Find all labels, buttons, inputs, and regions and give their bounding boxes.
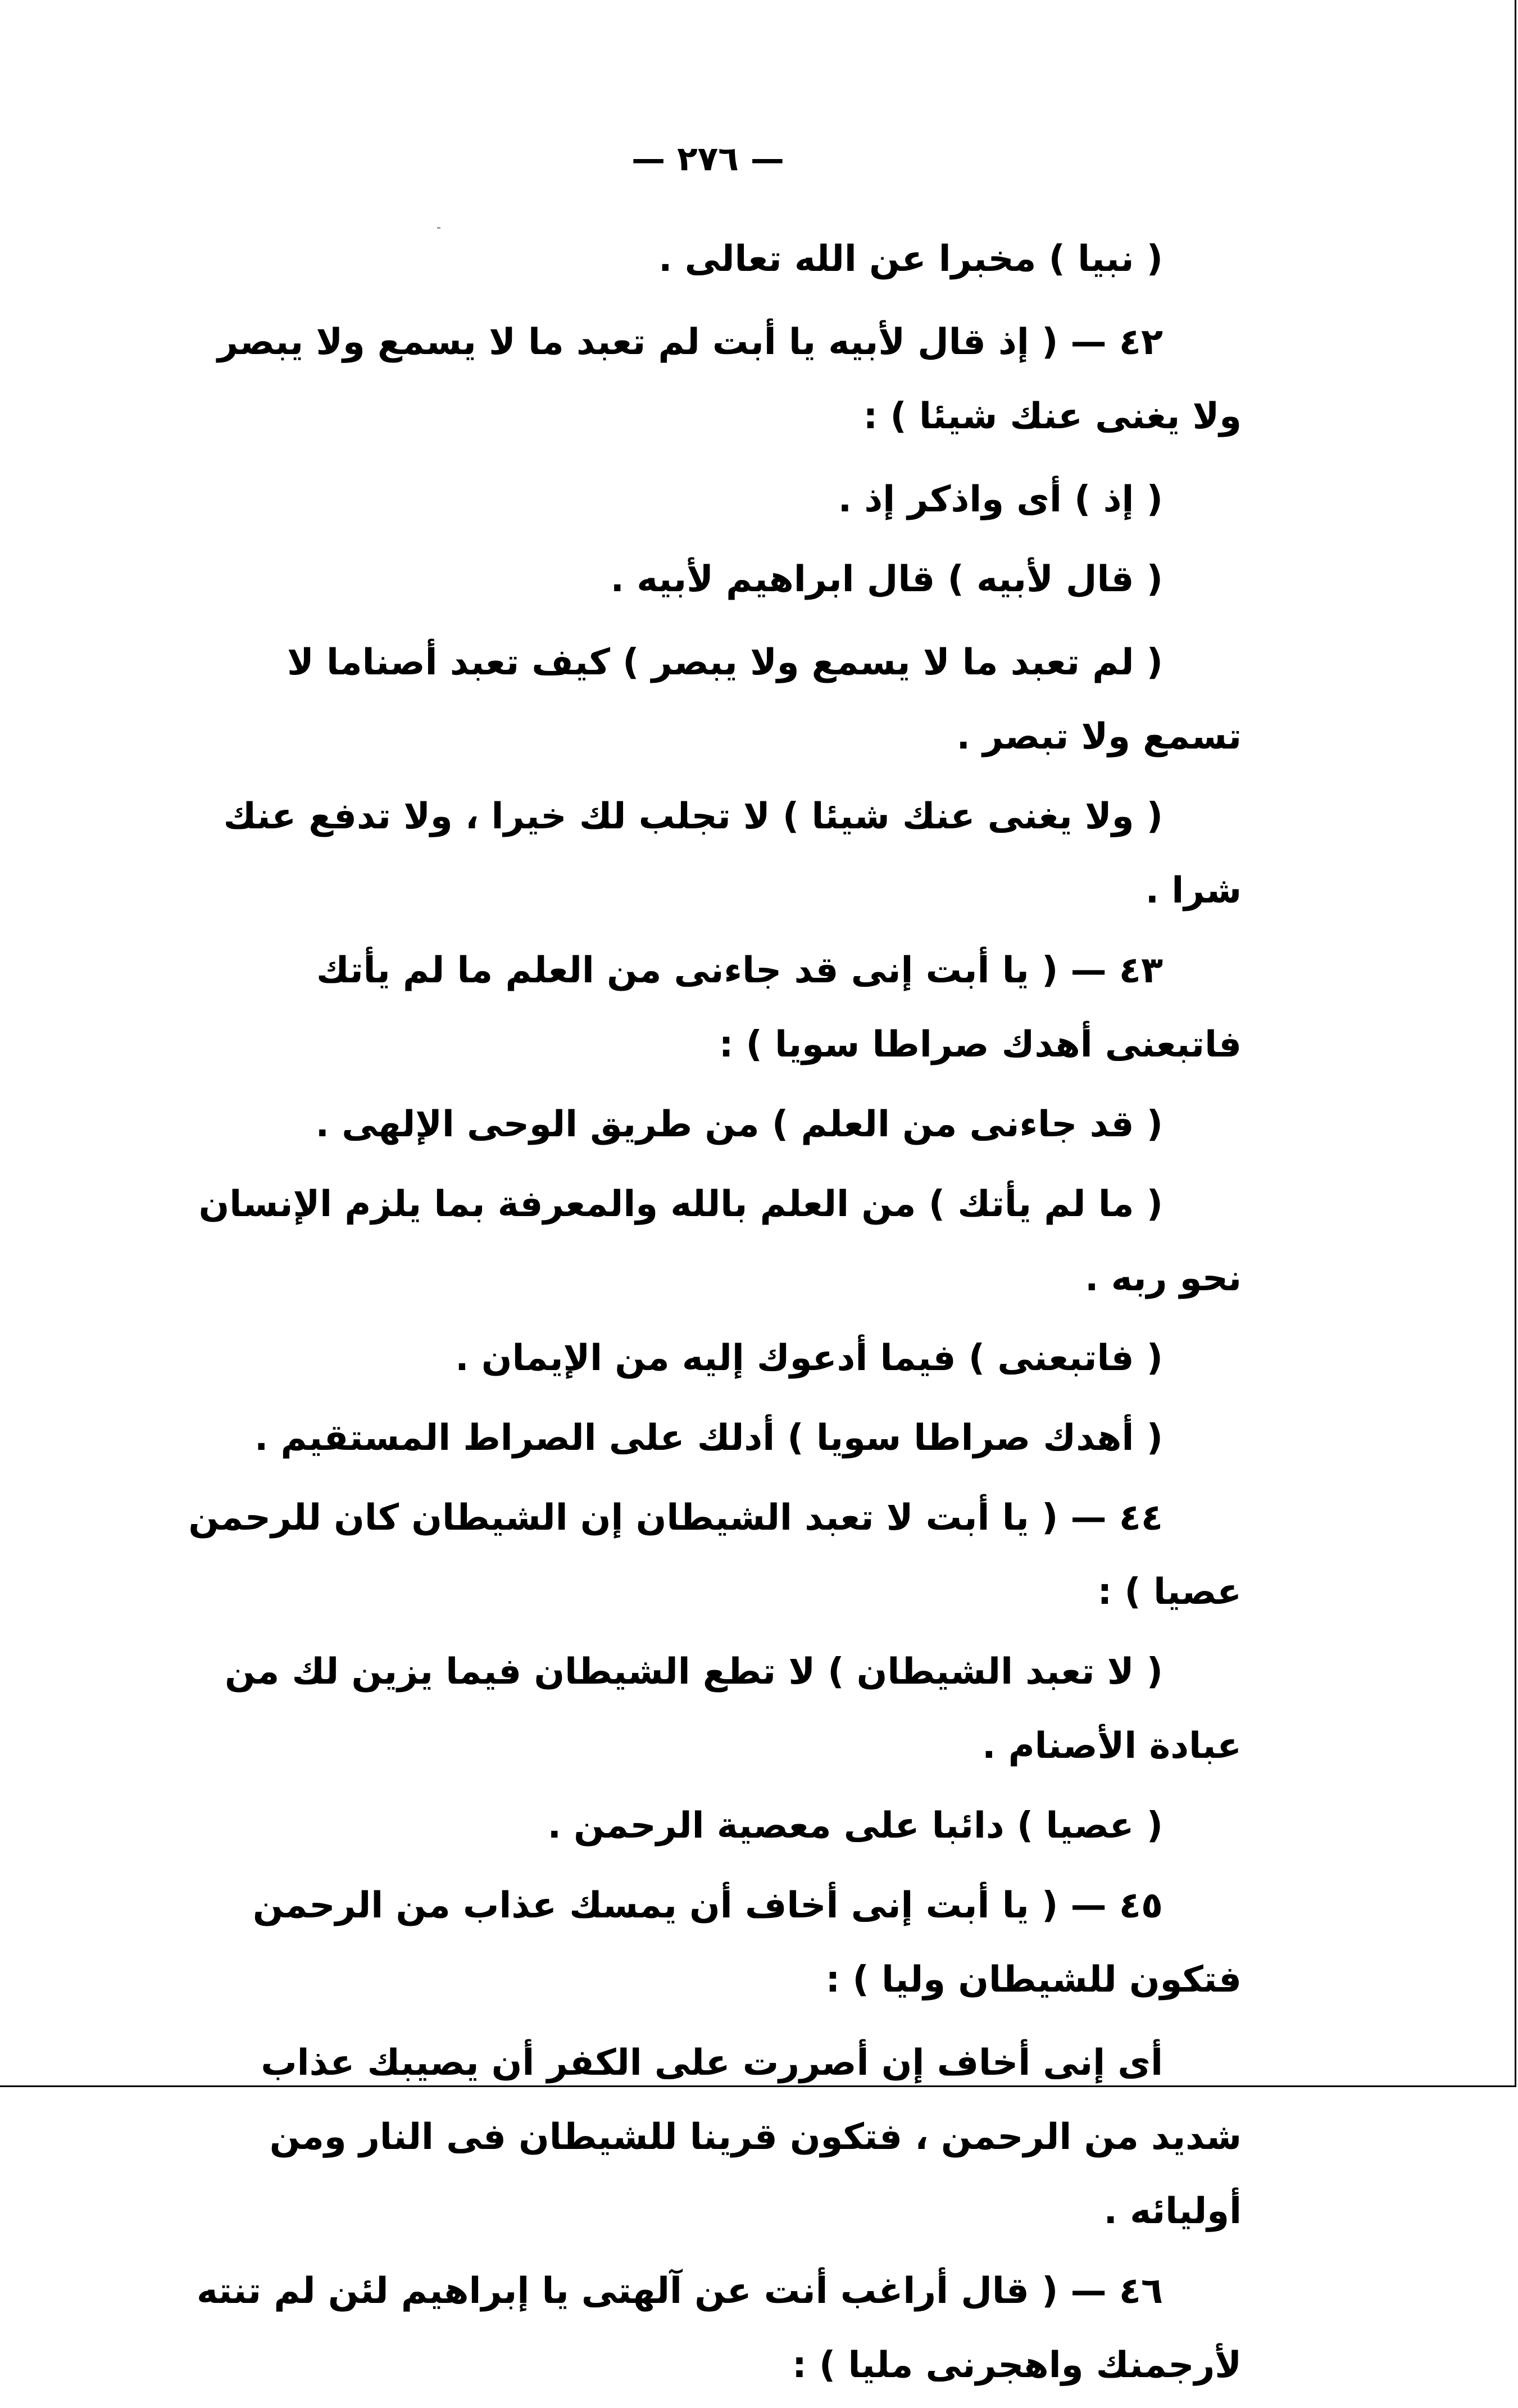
text-body: [179, 222, 1242, 2408]
paragraph: ( لم تعبد ما لا يسمع ولا يبصر ) كيف تعبد أصناما لا تسمع ولا تبصر .: [287, 642, 1242, 758]
verse-heading: ٤٥ — ( يا أبت إنى أخاف أن يمسك عذاب من الرحمن فتكون للشيطان وليا ) :: [252, 1885, 1242, 2001]
paragraph: ( قال لأبيه ) قال ابراهيم لأبيه .: [610, 559, 1163, 600]
paragraph: ( نبيا ) مخبرا عن الله تعالى .: [658, 238, 1163, 280]
verse-heading: ٤٣ — ( يا أبت إنى قد جاءنى من العلم ما لم يأتك فاتبعنى أهدك صراطا سويا ) :: [316, 950, 1242, 1065]
paragraph: ( أهدك صراطا سويا ) أدلك على الصراط المستقيم .: [254, 1417, 1163, 1459]
paragraph: ( قد جاءنى من العلم ) من طريق الوحى الإلهى .: [315, 1104, 1163, 1145]
verse-heading: ٤٦ — ( قال أراغب أنت عن آلهتى يا إبراهيم لئن لم تنته لأرجمنك واهجرنى مليا ) :: [196, 2270, 1242, 2386]
page-number: — ٢٧٦ —: [631, 139, 784, 179]
verse-heading: ٤٤ — ( يا أبت لا تعبد الشيطان إن الشيطان كان للرحمن عصيا ) :: [188, 1497, 1242, 1613]
paragraph: أى إنى أخاف إن أصررت على الكفر أن يصيبك عذاب شديد من الرحمن ، فتكون قرينا للشيطان فى النار ومن أوليائه .: [261, 2042, 1242, 2232]
paragraph: ( ولا يغنى عنك شيئا ) لا تجلب لك خيرا ، ولا تدفع عنك شرا .: [223, 796, 1242, 911]
verse-heading: ٤٢ — ( إذ قال لأبيه يا أبت لم تعبد ما لا يسمع ولا يبصر ولا يغنى عنك شيئا ) :: [217, 321, 1242, 437]
paragraph: ( لا تعبد الشيطان ) لا تطع الشيطان فيما يزين لك من عبادة الأصنام .: [225, 1651, 1242, 1767]
paragraph: ( ما لم يأتك ) من العلم بالله والمعرفة بما يلزم الإنسان نحو ربه .: [198, 1183, 1242, 1299]
paragraph: ( عصيا ) دائبا على معصية الرحمن .: [547, 1805, 1163, 1847]
paragraph: ( فاتبعنى ) فيما أدعوك إليه من الإيمان .: [455, 1337, 1163, 1379]
paragraph: ( إذ ) أى واذكر إذ .: [838, 479, 1163, 520]
